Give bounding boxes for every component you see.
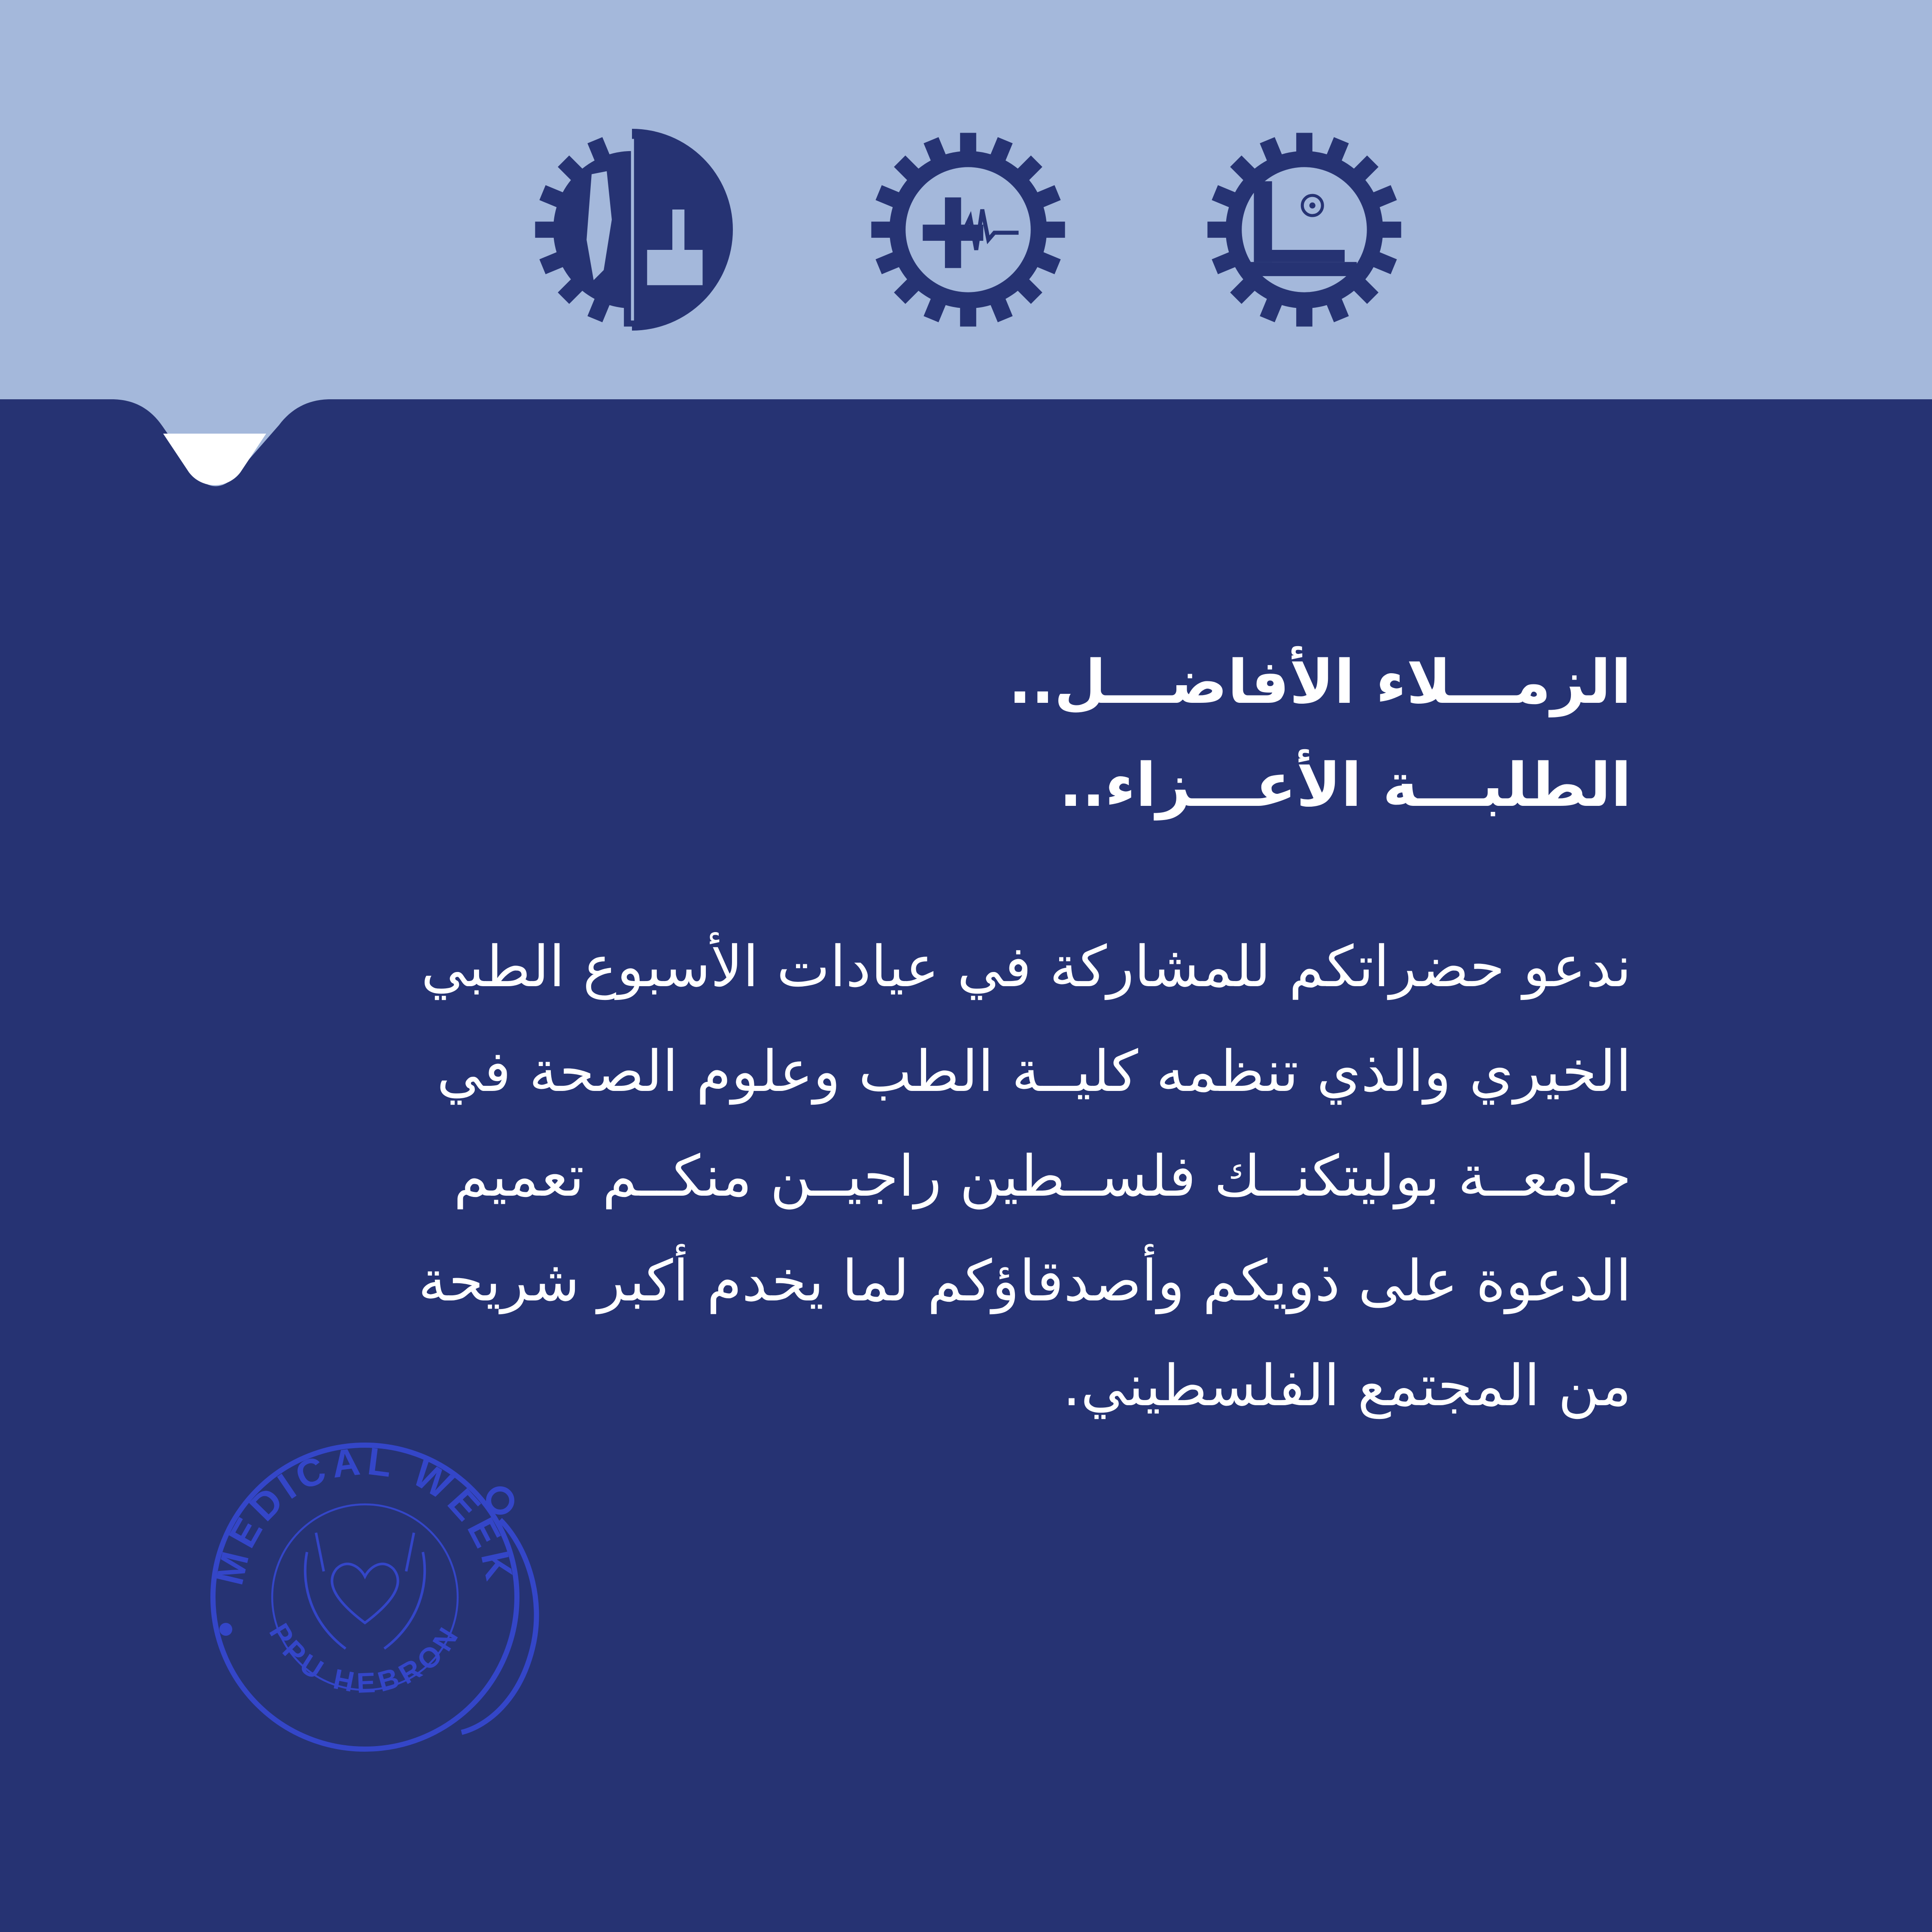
stamp-bottom-text: PPU HEBRON <box>263 1618 467 1699</box>
greeting-heading <box>301 631 1631 837</box>
stamp-dot <box>219 1623 232 1636</box>
paragraph-line: جامعــة بوليتكنــك فلســطين راجيــن منكــم تعميم <box>453 1143 1631 1209</box>
paragraph-line: الخيري والذي تنظمه كليــة الطب وعلوم الصحة في <box>437 1039 1631 1105</box>
alumni-association-logo <box>1203 129 1405 331</box>
pmsa-ppu-logo <box>531 129 733 331</box>
heading-line-1: الزمـــلاء الأفاضـــل.. <box>1008 647 1631 717</box>
stamp-top-text: MEDICAL WEEK <box>208 1440 522 1589</box>
medical-faculty-logo <box>867 129 1069 331</box>
paragraph-line: الدعوة على ذويكم وأصدقاؤكم لما يخدم أكبر شريحة <box>418 1248 1631 1314</box>
paragraph-line: من المجتمع الفلسطيني. <box>1063 1353 1631 1419</box>
invitation-paragraph <box>301 914 1631 1438</box>
paragraph-line: ندعو حضراتكم للمشاركة في عيادات الأسبوع الطبي <box>421 934 1631 1000</box>
hands-heart-icon <box>305 1533 425 1649</box>
heading-line-2: الطلبـــة الأعـــزاء.. <box>1059 750 1631 820</box>
medical-week-stamp <box>172 1404 558 1790</box>
